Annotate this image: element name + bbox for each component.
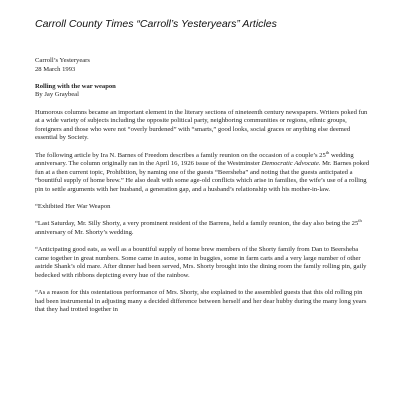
publication-name: Democratic Advocate — [261, 160, 319, 168]
paragraph-column-title: “Exhibited Her War Weapon — [35, 203, 111, 211]
article-byline: By Jay Graybeal — [35, 91, 79, 99]
paragraph-intro: Humorous columns became an important element in the literary sections of nineteenth century newspapers. Writers poked fun at a wide variety of subjects including the opposite political party, neighboring communities or regions, ethnic groups, foreigners and those who were not “overly burdened” with “smarts,” good looks, social graces or anything else deemed essential by Society. — [35, 108, 368, 142]
article-date: 28 March 1993 — [35, 65, 76, 73]
article-body — [35, 57, 370, 315]
column-name: Carroll’s Yesteryears — [35, 57, 90, 64]
paragraph-rolling-pin: “As a reason for this ostentatious performance of Mrs. Shorty, she explained to the assembled guests that this old rolling pin had been instrumental in adjusting many a decided difference between herself and her dear hubby during the many long years that they had trotted together in — [35, 289, 367, 314]
paragraph-reunion: “Last Saturday, Mr. Silly Shorty, a very prominent resident of the Barrens, held a family reunion, the day also being the 25th anniversary of Mr. Shorty’s wedding. — [35, 218, 362, 236]
paragraph-guests: “Anticipating good eats, as well as a bountiful supply of home brew members of the Shorty family from Dan to Beersheba came together in great numbers. Some came in autos, some in buggies, some in farm carts and a very large number of other astride Shank’s old mare. After dinner had been served, Mrs. Shorty brought into the dining room the family rolling pin, gaily bedecked with ribbons depicting every hue of the rainbow. — [35, 246, 367, 279]
paragraph-background: The following article by Ira N. Barnes of Freedom describes a family reunion on the occasion of a couple’s 25th wedding anniversary. The column originally ran in the April 16, 1926 issue of the Westminster Democratic Advocate. Mr. Barnes poked fun at a then current topic, Prohibition, by naming one of the guests “Beersheba” and noting that the guests anticipated a “bountiful supply of home brew.” He also dealt with some age-old conflicts which arise in families, the wife’s use of a rolling pin to settle arguments with her husband, a generation gap, and a husband’s relationship with his mother-in-law. — [35, 149, 370, 193]
article-headline: Rolling with the war weapon — [35, 82, 116, 90]
page-header-title: Carroll County Times “Carroll’s Yesteryears” Articles — [35, 18, 277, 30]
